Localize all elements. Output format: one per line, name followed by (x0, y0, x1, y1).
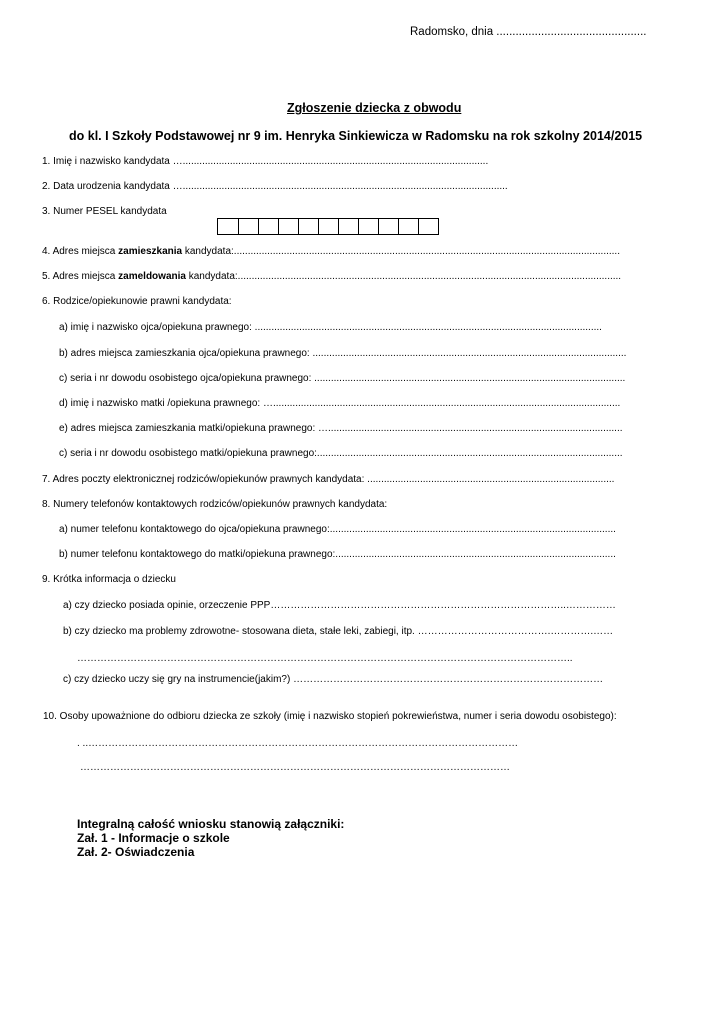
field-pesel-label: 3. Numer PESEL kandydata (42, 206, 167, 217)
field-health-continued[interactable]: ………………………………………………………………………………………………………………………………….. (77, 653, 573, 664)
section-parents: 6. Rodzice/opiekunowie prawni kandydata: (42, 296, 232, 307)
field-mother-id[interactable]: c) seria i nr dowodu osobistego matki/opiekuna prawnego:.............................................................................................................. (59, 448, 623, 459)
section-authorized: 10. Osoby upoważnione do odbioru dziecka ze szkoły (imię i nazwisko stopień pokrewieństwa, numer i seria dowodu osobistego): (43, 711, 617, 722)
field-birth-date[interactable]: 2. Data urodzenia kandydata …..................................................................................................................... (42, 181, 508, 192)
pesel-grid[interactable] (217, 218, 439, 235)
field-instrument[interactable]: c) czy dziecko uczy się gry na instrumencie(jakim?) ………………………………………………………………………………… (63, 674, 604, 685)
pesel-digit-cell[interactable] (418, 219, 438, 234)
pesel-digit-cell[interactable] (238, 219, 258, 234)
field-father-id[interactable]: c) seria i nr dowodu osobistego ojca/opiekuna prawnego: ................................................................................................................ (59, 373, 626, 384)
field-father-phone[interactable]: a) numer telefonu kontaktowego do ojca/opiekuna prawnego:....................................................................................................... (59, 524, 616, 535)
pesel-digit-cell[interactable] (398, 219, 418, 234)
form-title: Zgłoszenie dziecka z obwodu (287, 101, 462, 115)
field-mother-phone[interactable]: b) numer telefonu kontaktowego do matki/opiekuna prawnego:..................................................................................................... (59, 549, 616, 560)
field-father-address[interactable]: b) adres miejsca zamieszkania ojca/opiekuna prawnego: ................................................................................................................. (59, 348, 627, 359)
field-father-name[interactable]: a) imię i nazwisko ojca/opiekuna prawnego: ............................................................................................................................. (59, 322, 602, 333)
attachments-heading: Integralną całość wniosku stanowią załączniki: (77, 817, 345, 831)
attachment-2: Zał. 2- Oświadczenia (77, 845, 195, 859)
pesel-digit-cell[interactable] (278, 219, 298, 234)
place-date: Radomsko, dnia ............................................... (410, 26, 647, 38)
field-registered-address[interactable]: 5. Adres miejsca zameldowania kandydata:.......................................................................................................................................... (42, 271, 622, 282)
section-phones: 8. Numery telefonów kontaktowych rodziców/opiekunów prawnych kandydata: (42, 499, 388, 510)
field-ppp-opinion[interactable]: a) czy dziecko posiada opinie, orzeczenie PPP……………………………………………………………………………..…………… (63, 600, 616, 611)
pesel-digit-cell[interactable] (338, 219, 358, 234)
field-email[interactable]: 7. Adres poczty elektronicznej rodziców/opiekunów prawnych kandydata: ......................................................................................... (42, 474, 615, 485)
field-mother-name[interactable]: d) imię i nazwisko matki /opiekuna prawnego: …............................................................................................................................. (59, 398, 621, 409)
pesel-digit-cell[interactable] (298, 219, 318, 234)
field-residence-address[interactable]: 4. Adres miejsca zamieszkania kandydata:........................................................................................................................................... (42, 246, 620, 257)
pesel-digit-cell[interactable] (358, 219, 378, 234)
field-health[interactable]: b) czy dziecko ma problemy zdrowotne- stosowana dieta, stałe leki, zabiegi, itp. ………………………………….………….…… (63, 626, 614, 637)
section-child-info: 9. Krótka informacja o dziecku (42, 574, 176, 585)
pesel-digit-cell[interactable] (318, 219, 338, 234)
field-authorized-1[interactable]: . ..………………………………………………………………………………………………………………… (77, 738, 519, 749)
pesel-digit-cell[interactable] (378, 219, 398, 234)
attachment-1: Zał. 1 - Informacje o szkole (77, 831, 230, 845)
pesel-digit-cell[interactable] (258, 219, 278, 234)
field-candidate-name[interactable]: 1. Imię i nazwisko kandydata ….............................................................................................................. (42, 156, 489, 167)
form-subtitle: do kl. I Szkoły Podstawowej nr 9 im. Henryka Sinkiewicza w Radomsku na rok szkolny 2014/2015 (69, 129, 643, 143)
pesel-digit-cell[interactable] (218, 219, 238, 234)
field-mother-address[interactable]: e) adres miejsca zamieszkania matki/opiekuna prawnego: ….......................................................................................................... (59, 423, 623, 434)
field-authorized-2[interactable]: ………………………………………………………………………………………………………………… (80, 762, 510, 773)
